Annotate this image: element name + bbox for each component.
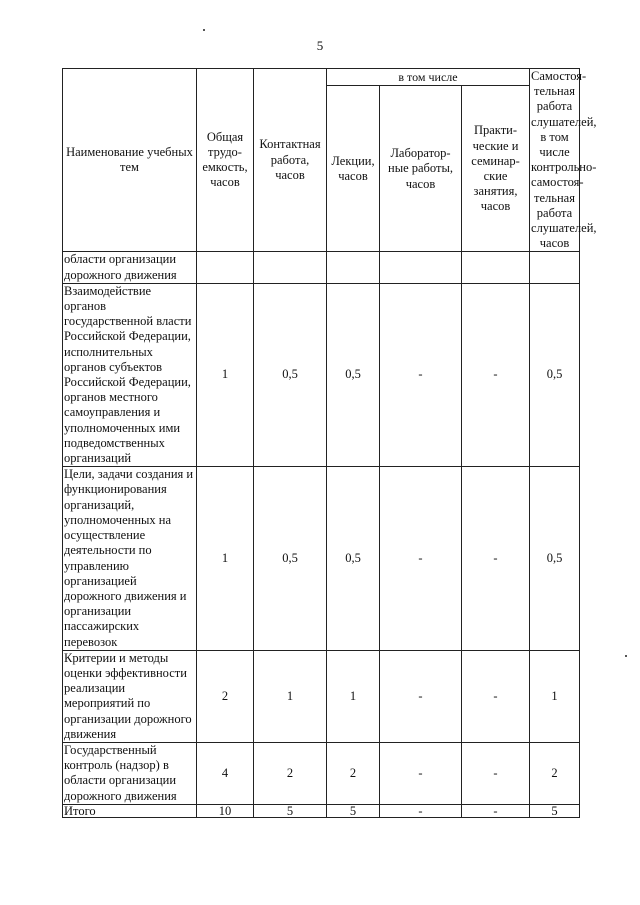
lab-hours xyxy=(380,252,462,283)
contact-hours: 0,5 xyxy=(254,283,327,466)
header-contact-hours: Контактная работа, часов xyxy=(254,69,327,252)
total-row xyxy=(63,804,580,817)
practical-hours: - xyxy=(462,804,530,817)
table-row xyxy=(63,283,580,466)
table-row xyxy=(63,742,580,804)
practical-hours xyxy=(462,252,530,283)
table-row xyxy=(63,467,580,650)
total-label: Итого xyxy=(63,804,197,817)
lab-hours: - xyxy=(380,467,462,650)
lecture-hours: 5 xyxy=(327,804,380,817)
table-row xyxy=(63,252,580,283)
lab-hours: - xyxy=(380,283,462,466)
table-row xyxy=(63,650,580,742)
self-study-hours: 0,5 xyxy=(530,283,580,466)
header-lectures: Лекции, часов xyxy=(327,86,380,252)
total-hours: 2 xyxy=(197,650,254,742)
topic-name: Государственный контроль (надзор) в области организации дорожного движения xyxy=(63,742,197,804)
contact-hours: 1 xyxy=(254,650,327,742)
contact-hours xyxy=(254,252,327,283)
header-total-hours: Общая трудо-емкость, часов xyxy=(197,69,254,252)
page-number: 5 xyxy=(316,38,324,53)
practical-hours: - xyxy=(462,283,530,466)
topic-name: Взаимодействие органов государственной власти Российской Федерации, исполнительных органов субъектов Российской Федерации, органов местного самоуправления и уполномоченных ими подведомственных организаций xyxy=(63,283,197,466)
total-hours: 1 xyxy=(197,467,254,650)
curriculum-table xyxy=(62,68,597,818)
self-study-hours: 2 xyxy=(530,742,580,804)
topic-name: области организации дорожного движения xyxy=(63,252,197,283)
header-labs: Лаборатор-ные работы, часов xyxy=(380,86,462,252)
lecture-hours: 0,5 xyxy=(327,283,380,466)
self-study-hours: 1 xyxy=(530,650,580,742)
header-topic-name: Наименование учебных тем xyxy=(63,69,197,252)
header-practical: Практи-ческие и семинар-ские занятия, часов xyxy=(462,86,530,252)
topic-name: Цели, задачи создания и функционирования организаций, уполномоченных на осуществление деятельности по управлению организацией дорожного движения и организации пассажирских перевозок xyxy=(63,467,197,650)
self-study-hours: 5 xyxy=(530,804,580,817)
contact-hours: 5 xyxy=(254,804,327,817)
total-hours: 1 xyxy=(197,283,254,466)
practical-hours: - xyxy=(462,742,530,804)
practical-hours: - xyxy=(462,650,530,742)
total-hours: 4 xyxy=(197,742,254,804)
header-self-study-hours: Самостоя-тельная работа слушателей, в том числе контрольно-самостоя-тельная работа слушателей, часов xyxy=(531,69,597,251)
lab-hours: - xyxy=(380,742,462,804)
lecture-hours: 2 xyxy=(327,742,380,804)
scan-speck xyxy=(203,29,205,31)
contact-hours: 0,5 xyxy=(254,467,327,650)
scan-speck xyxy=(625,655,627,657)
self-study-hours: 0,5 xyxy=(530,467,580,650)
lab-hours: - xyxy=(380,650,462,742)
total-hours xyxy=(197,252,254,283)
lecture-hours: 1 xyxy=(327,650,380,742)
topic-name: Критерии и методы оценки эффективности реализации мероприятий по организации дорожного движения xyxy=(63,650,197,742)
total-hours: 10 xyxy=(197,804,254,817)
header-row xyxy=(63,69,580,86)
contact-hours: 2 xyxy=(254,742,327,804)
header-including-group: в том числе xyxy=(327,69,530,86)
lab-hours: - xyxy=(380,804,462,817)
self-study-hours xyxy=(530,252,580,283)
lecture-hours xyxy=(327,252,380,283)
lecture-hours: 0,5 xyxy=(327,467,380,650)
practical-hours: - xyxy=(462,467,530,650)
